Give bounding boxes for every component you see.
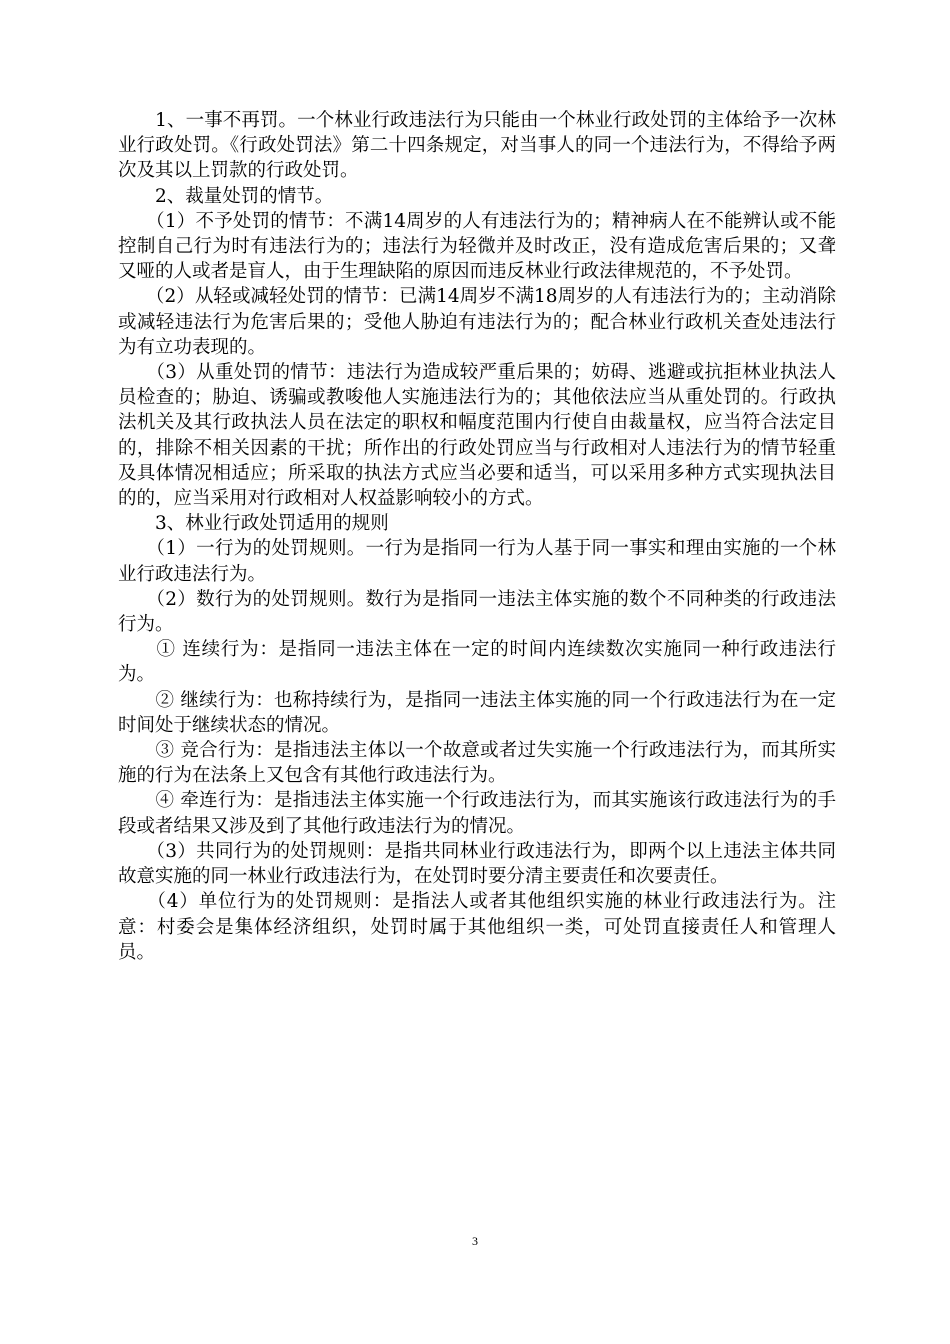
paragraph-connected-act: ④ 牵连行为：是指违法主体实施一个行政违法行为，而其实施该行政违法行为的手段或者结果又涉及到了其他行政违法行为的情况。 bbox=[118, 790, 836, 837]
paragraph-continuous-act: ① 连续行为：是指同一违法主体在一定的时间内连续数次实施同一种行政违法行为。 bbox=[118, 639, 836, 686]
paragraph-heavier-penalty: （3）从重处罚的情节：违法行为造成较严重后果的；妨碍、逃避或抗拒林业执法人员检查的；胁迫、诱骗或教唆他人实施违法行为的；其他依法应当从重处罚的。行政执法机关及其行政执法人员在法定的职权和幅度范围内行使自由裁量权，应当符合法定目的，排除不相关因素的干扰；所作出的行政处罚应当与行政相对人违法行为的情节轻重及具体情况相适应；所采取的执法方式应当必要和适当，可以采用多种方式实现执法目的的，应当采用对行政相对人权益影响较小的方式。 bbox=[118, 362, 836, 510]
document-body bbox=[118, 108, 836, 965]
paragraph-persistent-act: ② 继续行为：也称持续行为，是指同一违法主体实施的同一个行政违法行为在一定时间处于继续状态的情况。 bbox=[118, 689, 836, 736]
paragraph-no-penalty: （1）不予处罚的情节：不满14周岁的人有违法行为的；精神病人在不能辨认或不能控制自己行为时有违法行为的；违法行为轻微并及时改正，没有造成危害后果的；又聋又哑的人或者是盲人，由于生理缺陷的原因而违反林业行政法律规范的，不予处罚。 bbox=[118, 210, 836, 283]
paragraph-joint-act-rule: （3）共同行为的处罚规则：是指共同林业行政违法行为，即两个以上违法主体共同故意实施的同一林业行政违法行为，在处罚时要分清主要责任和次要责任。 bbox=[118, 840, 836, 888]
paragraph-single-act-rule: （1）一行为的处罚规则。一行为是指同一行为人基于同一事实和理由实施的一个林业行政违法行为。 bbox=[118, 538, 836, 585]
heading-penalty-rules: 3、林业行政处罚适用的规则 bbox=[118, 513, 389, 535]
page-number: 3 bbox=[472, 1234, 478, 1248]
heading-discretion-circumstances: 2、裁量处罚的情节。 bbox=[118, 185, 334, 207]
paragraph-unit-act-rule: （4）单位行为的处罚规则：是指法人或者其他组织实施的林业行政违法行为。注意：村委会是集体经济组织，处罚时属于其他组织一类，可处罚直接责任人和管理人员。 bbox=[118, 891, 836, 963]
paragraph-concurrent-act: ③ 竞合行为：是指违法主体以一个故意或者过失实施一个行政违法行为，而其所实施的行为在法条上又包含有其他行政违法行为。 bbox=[118, 740, 836, 787]
paragraph-lighter-penalty: （2）从轻或减轻处罚的情节：已满14周岁不满18周岁的人有违法行为的；主动消除或减轻违法行为危害后果的；受他人胁迫有违法行为的；配合林业行政机关查处违法行为有立功表现的。 bbox=[118, 286, 836, 358]
paragraph-ne-bis-in-idem: 1、一事不再罚。一个林业行政违法行为只能由一个林业行政处罚的主体给予一次林业行政处罚。《行政处罚法》第二十四条规定，对当事人的同一个违法行为，不得给予两次及其以上罚款的行政处罚。 bbox=[118, 110, 836, 182]
paragraph-multiple-acts-rule: （2）数行为的处罚规则。数行为是指同一违法主体实施的数个不同种类的行政违法行为。 bbox=[118, 588, 836, 636]
